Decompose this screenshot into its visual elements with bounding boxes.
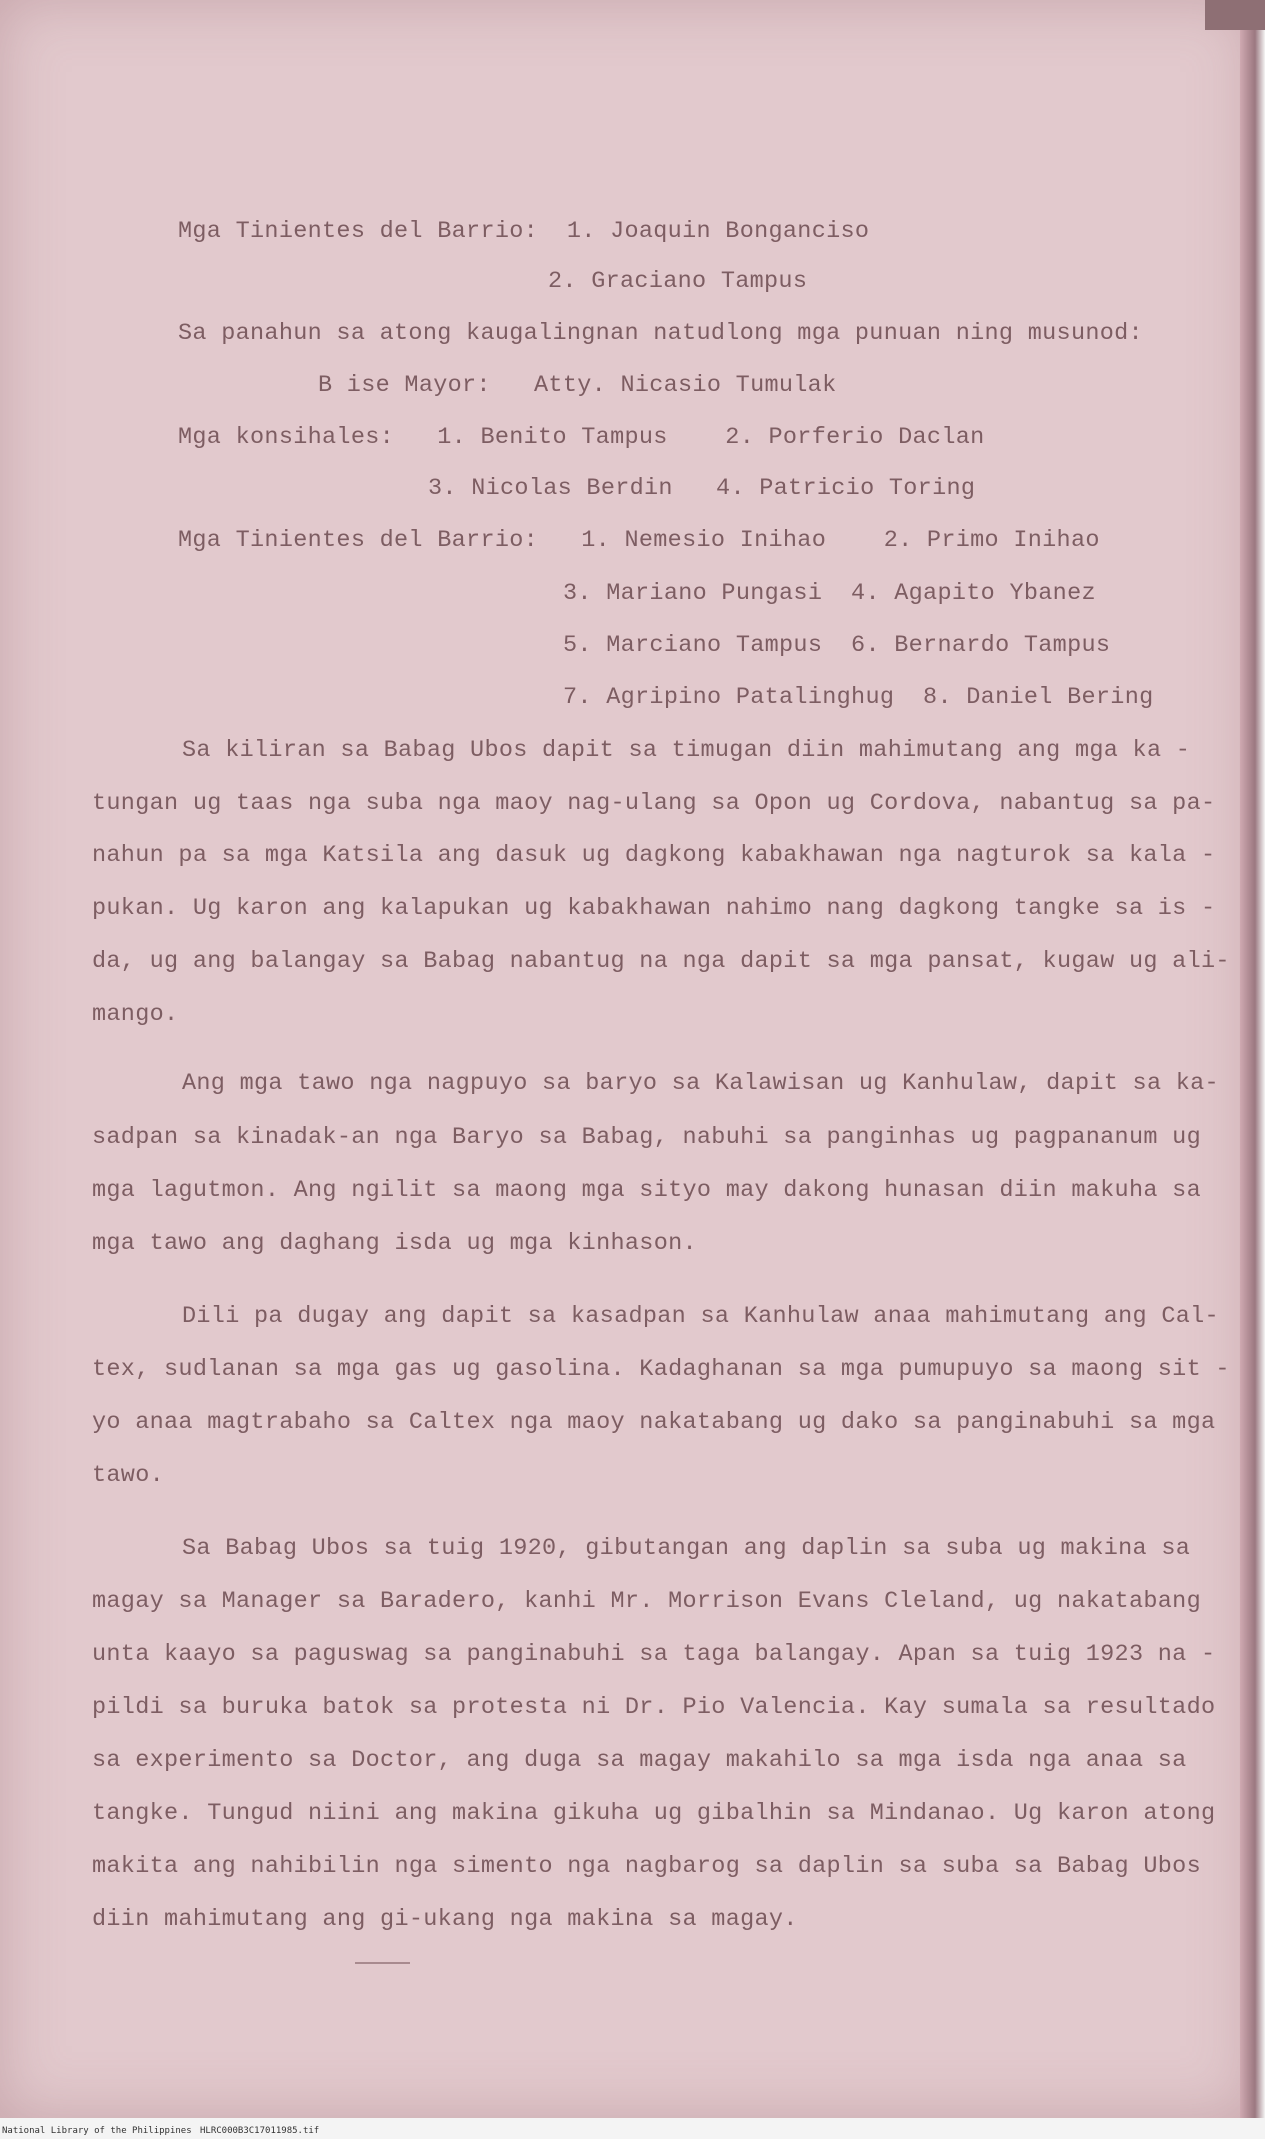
divider-mark [355,1962,410,1964]
text-line: diin mahimutang ang gi-ukang nga makina sa magay. [92,1906,798,1933]
text-line: magay sa Manager sa Baradero, kanhi Mr. Morrison Evans Cleland, ug nakatabang [92,1588,1201,1615]
page-edge [1240,0,1265,2118]
text-line: B ise Mayor: Atty. Nicasio Tumulak [318,372,837,399]
text-line: 7. Agripino Patalinghug 8. Daniel Bering [563,684,1154,711]
text-line: 3. Mariano Pungasi 4. Agapito Ybanez [563,580,1096,607]
text-line: pukan. Ug karon ang kalapukan ug kabakhawan nahimo nang dagkong tangke sa is - [92,895,1216,922]
text-line: Mga Tinientes del Barrio: 1. Joaquin Bonganciso [178,218,870,245]
text-line: da, ug ang balangay sa Babag nabantug na nga dapit sa mga pansat, kugaw ug ali- [92,948,1230,975]
text-line: tawo. [92,1462,165,1489]
text-line: Sa kiliran sa Babag Ubos dapit sa timugan diin mahimutang ang mga ka - [182,737,1191,764]
text-line: Sa Babag Ubos sa tuig 1920, gibutangan ang daplin sa suba ug makina sa [182,1535,1191,1562]
text-line: mga tawo ang daghang isda ug mga kinhason. [92,1230,697,1257]
text-line: Mga konsihales: 1. Benito Tampus 2. Porferio Daclan [178,424,985,451]
text-line: sadpan sa kinadak-an nga Baryo sa Babag, nabuhi sa panginhas ug pagpananum ug [92,1124,1201,1151]
text-line: 3. Nicolas Berdin 4. Patricio Toring [428,475,976,502]
text-line: tex, sudlanan sa mga gas ug gasolina. Kadaghanan sa mga pumupuyo sa maong sit - [92,1356,1230,1383]
text-line: 5. Marciano Tampus 6. Bernardo Tampus [563,632,1111,659]
text-line: tungan ug taas nga suba nga maoy nag-ulang sa Opon ug Cordova, nabantug sa pa- [92,790,1216,817]
text-line: Sa panahun sa atong kaugalingnan natudlong mga punuan ning musunod: [178,320,1143,347]
text-line: sa experimento sa Doctor, ang duga sa magay makahilo sa mga isda nga anaa sa [92,1747,1187,1774]
text-line: pildi sa buruka batok sa protesta ni Dr. Pio Valencia. Kay sumala sa resultado [92,1694,1216,1721]
text-line: Ang mga tawo nga nagpuyo sa baryo sa Kalawisan ug Kanhulaw, dapit sa ka- [182,1070,1219,1097]
text-line: 2. Graciano Tampus [548,268,808,295]
footer-source: National Library of the Philippines [2,2126,192,2136]
text-line: Mga Tinientes del Barrio: 1. Nemesio Inihao 2. Primo Inihao [178,527,1100,554]
footer-filename: HLRC000B3C17011985.tif [200,2126,320,2136]
page-corner [1205,0,1265,30]
text-line: unta kaayo sa paguswag sa panginabuhi sa taga balangay. Apan sa tuig 1923 na - [92,1641,1216,1668]
text-line: mango. [92,1001,179,1028]
text-line: yo anaa magtrabaho sa Caltex nga maoy nakatabang ug dako sa panginabuhi sa mga [92,1409,1216,1436]
text-line: makita ang nahibilin nga simento nga nagbarog sa daplin sa suba sa Babag Ubos [92,1853,1201,1880]
text-line: Dili pa dugay ang dapit sa kasadpan sa Kanhulaw anaa mahimutang ang Cal- [182,1303,1219,1330]
text-line: nahun pa sa mga Katsila ang dasuk ug dagkong kabakhawan nga nagturok sa kala - [92,842,1216,869]
text-line: tangke. Tungud niini ang makina gikuha ug gibalhin sa Mindanao. Ug karon atong [92,1800,1216,1827]
text-line: mga lagutmon. Ang ngilit sa maong mga sityo may dakong hunasan diin makuha sa [92,1177,1201,1204]
